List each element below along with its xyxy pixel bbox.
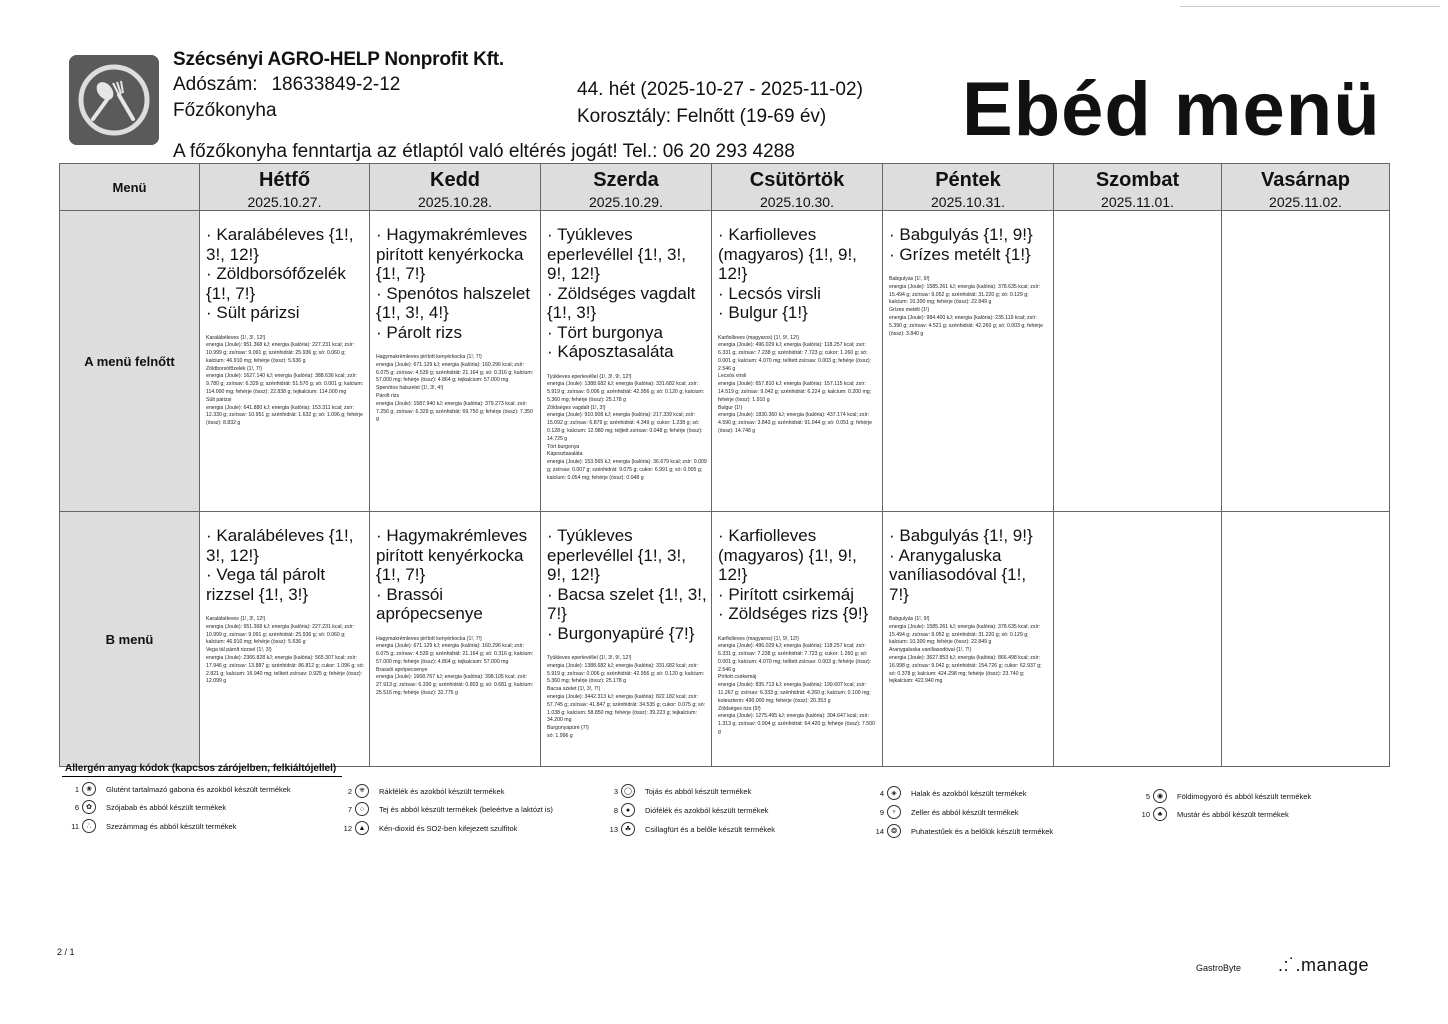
celery-icon: ♆ xyxy=(887,805,901,819)
allergen-num: 9 xyxy=(879,807,884,817)
deviation-notice: A főzőkonyha fenntartja az étlaptól való eltérés jogát! Tel.: 06 20 293 4288 xyxy=(173,141,795,162)
allergen-item xyxy=(596,822,775,836)
allergen-title-underline xyxy=(62,776,342,777)
spoon-fork-icon xyxy=(69,55,159,145)
allergen-text: Szezámmag és abból készült termékek xyxy=(106,821,237,831)
menu-cell xyxy=(370,512,541,767)
nutrition-info: Hagymakrémleves pirított kenyérkocka {1!, 7!} energia (Joule): 671.129 kJ; energia (kalória): 160.296 kcal; zsír: 6.075 g; zsírsav: 4.539 g; szénhidrát: 21.164 g; só: 0.316 g; kalcium: 57.000 mg; fehérje (össz): 4.864 g; tejkalcium: 57.000 mg Spenótos halszelet {1!, 3!, 4!} Párolt rizs energia (Joule): 1587.940 kJ; energia (kalória): 379.273 kcal; zsír: 7.256 g; zsírsav: 6.329 g; szénhidrát: 69.750 g; fehérje (össz): 7.350 g xyxy=(376,354,534,423)
dots-icon: .:˙. xyxy=(1278,955,1301,975)
allergen-item xyxy=(596,803,768,817)
allergen-text: Tojás és abból készült termékek xyxy=(645,786,752,796)
milk-icon: ○ xyxy=(355,802,369,816)
day-name: Szombat xyxy=(1095,169,1180,191)
allergen-item xyxy=(330,821,517,835)
day-name: Vasárnap xyxy=(1261,169,1350,191)
dish-list: · Hagymakrémleves pirított kenyérkocka {1!, 7!} · Brassói aprópecsenye xyxy=(376,526,528,623)
tax-number xyxy=(173,74,400,96)
day-date: 2025.10.28. xyxy=(418,194,492,210)
allergen-item xyxy=(1128,807,1289,821)
page-number: 2 / 1 xyxy=(57,947,75,957)
nutrition-info: Karfiolleves (magyaros) {1!, 9!, 12!} energia (Joule): 496.029 kJ; energia (kalória): 118.257 kcal; zsír: 6.331 g; zsírsav: 7.238 g; szénhidrát: 7.723 g; cukor: 1.260 g; só: 0.001 g; kalcium: 4.070 mg; telített zsírsav: 0.003 g; fehérje (össz): 2.546 g Pirított csirkemáj energia (Joule): 835.713 kJ; energia (kalória): 199.607 kcal; zsír: 11.267 g; zsírsav: 6.333 g; szénhidrát: 4.260 g; kalcium: 0.100 mg; koleszterin: 490.000 mg; fehérje (össz): 20.353 g Zöldséges rizs {9!} energia (Joule): 1275.495 kJ; energia (kalória): 304.647 kcal; zsír: 1.313 g; zsírsav: 0.904 g; szénhidrát: 64.420 g; fehérje (össz): 7.500 g xyxy=(718,635,875,736)
day-date: 2025.10.30. xyxy=(760,194,834,210)
menu-cell-empty xyxy=(1222,211,1390,512)
allergen-item xyxy=(57,800,226,814)
menu-cell-empty xyxy=(1054,211,1222,512)
soy-icon: ✿ xyxy=(82,800,96,814)
allergen-text: Kén-dioxid és SO2-ben kifejezett szulfitok xyxy=(379,823,518,833)
allergen-num: 1 xyxy=(74,784,79,794)
day-header-friday xyxy=(883,164,1054,211)
menu-cell xyxy=(712,211,883,512)
allergen-item xyxy=(330,784,504,798)
page-title: Ebéd menü xyxy=(962,67,1381,152)
egg-icon: ◯ xyxy=(621,784,635,798)
header-row xyxy=(60,164,1390,211)
dish-list: · Tyúkleves eperlevéllel {1!, 3!, 9!, 12!} · Zöldséges vagdalt {1!, 3!} · Tört burgonya · Káposztasaláta xyxy=(547,225,696,361)
menu-cell xyxy=(541,211,712,512)
nutrition-info: Babgulyás {1!, 9!} energia (Joule): 1585.261 kJ; energia (kalória): 378.635 kcal; zsír: 15.494 g; zsírsav: 9.052 g; szénhidrát: 31.220 g; só: 0.129 g; kalcium: 10.300 mg; fehérje (össz): 22.849 g Grízes metélt {1!} energia (Joule): 984.400 kJ; energia (kalória): 235.119 kcal; zsír: 5.390 g; zsírsav: 4.521 g; szénhidrát: 42.260 g; só: 0.003 g; fehérje (össz): 3.840 g xyxy=(889,276,1043,337)
day-date: 2025.10.31. xyxy=(931,194,1005,210)
allergen-item xyxy=(57,819,236,833)
allergen-text: Mustár és abból készült termékek xyxy=(1177,809,1289,819)
kitchen-name: Főzőkonyha xyxy=(173,100,277,121)
allergen-num: 10 xyxy=(1141,809,1150,819)
day-header-wednesday xyxy=(541,164,712,211)
allergen-text: Zeller és abból készült termékek xyxy=(911,807,1019,817)
peanut-icon: ◉ xyxy=(1153,789,1167,803)
allergen-item xyxy=(862,824,1053,838)
allergen-num: 12 xyxy=(343,823,352,833)
allergen-num: 3 xyxy=(613,786,618,796)
software-name: GastroByte xyxy=(1196,963,1242,973)
nutrition-info: Karalábéleves {1!, 3!, 12!} energia (Joule): 951.368 kJ; energia (kalória): 227.231 kcal; zsír: 10.999 g; zsírsav: 9.091 g; szénhidrát: 25.936 g; só: 0.060 g; kalcium: 46.910 mg; fehérje (össz): 5.636 g Zöldborsófőzelék {1!, 7!} energia (Joule): 1627.140 kJ; energia (kalória): 388.636 kcal; zsír: 9.780 g; zsírsav: 6.329 g; szénhidrát: 51.570 g; só: 0.001 g; kalcium: 114.000 mg; fehérje (össz): 22.838 g; tejkalcium: 114.000 mg Sült párizsi energia (Joule): 641.880 kJ; energia (kalória): 153.311 kcal; zsír: 12.330 g; zsírsav: 10.951 g; szénhidrát: 1.632 g; só: 1.096 g; fehérje (össz): 8.832 g xyxy=(206,334,364,427)
nutrition-info: Karalábéleves {1!, 3!, 12!} energia (Joule): 951.368 kJ; energia (kalória): 227.231 kcal; zsír: 10.999 g; zsírsav: 9.091 g; szénhidrát: 25.936 g; só: 0.060 g; kalcium: 46.910 mg; fehérje (össz): 5.636 g Vega tál párolt rizzsel {1!, 3!} energia (Joule): 2366.828 kJ; energia (kalória): 565.307 kcal; zsír: 17.946 g; zsírsav: 13.887 g; szénhidrát: 86.812 g; cukor: 1.096 g; só: 2.821 g; kalcium: 16.940 mg; telített zsírsav: 0.925 g; fehérje (össz): 12.099 g xyxy=(206,616,365,685)
allergen-num: 8 xyxy=(613,805,618,815)
allergen-text: Tej és abból készült termékek (beleértve a laktózt is) xyxy=(379,804,553,814)
dish-list: · Hagymakrémleves pirított kenyérkocka {1!, 7!} · Spenótos halszelet {1!, 3!, 4!} · Párolt rizs xyxy=(376,225,531,342)
row-label: A menü felnőtt xyxy=(60,211,200,512)
lupin-icon: ☘ xyxy=(621,822,635,836)
menu-table xyxy=(59,163,1390,767)
allergen-item xyxy=(862,786,1026,800)
dish-list: · Babgulyás {1!, 9!} · Aranygaluska vaníliasodóval {1!, 7!} xyxy=(889,526,1033,604)
nutrition-info: Tyúkleves eperlevéllel {1!, 3!, 9!, 12!} energia (Joule): 1388.682 kJ; energia (kalória): 331.682 kcal; zsír: 5.919 g; zsírsav: 0.006 g; szénhidrát: 42.956 g; só: 0.120 g; kalcium: 5.360 mg; fehérje (össz): 25.178 g Bacsa szelet {1!, 3!, 7!} energia (Joule): 3442.313 kJ; energia (kalória): 822.182 kcal; zsír: 57.745 g; zsírsav: 41.847 g; szénhidrát: 34.535 g; cukor: 0.075 g; só: 1.038 g; kalcium: 58.850 mg; fehérje (össz): 39.223 g; tejkalcium: 34.200 mg Burgonyapüré {7!} só: 1.996 g xyxy=(547,655,706,739)
day-name: Szerda xyxy=(593,169,659,191)
menu-cell-empty xyxy=(1222,512,1390,767)
menu-cell-empty xyxy=(1054,512,1222,767)
allergen-text: Rákfélék és azokból készült termékek xyxy=(379,786,505,796)
day-name: Kedd xyxy=(430,169,480,191)
allergen-item xyxy=(862,805,1019,819)
dish-list: · Babgulyás {1!, 9!} · Grízes metélt {1!} xyxy=(889,225,1033,264)
sesame-icon: ∴ xyxy=(82,819,96,833)
nut-icon: ● xyxy=(621,803,635,817)
day-date: 2025.11.02. xyxy=(1269,194,1342,210)
nutrition-info: Tyúkleves eperlevéllel {1!, 3!, 9!, 12!} energia (Joule): 1388.682 kJ; energia (kalória): 331.682 kcal; zsír: 5.919 g; zsírsav: 0.006 g; szénhidrát: 42.956 g; só: 0.120 g; kalcium: 5.360 mg; fehérje (össz): 25.178 g Zöldséges vagdalt {1!, 3!} energia (Joule): 910.908 kJ; energia (kalória): 217.339 kcal; zsír: 15.092 g; zsírsav: 6.879 g; szénhidrát: 4.349 g; cukor: 1.238 g; só: 0.128 g; kalcium: 12.980 mg; teljtelt zsírsav: 0.048 g; fehérje (össz): 14.725 g Tört burgonya Káposztasaláta energia (Joule): 153.565 kJ; energia (kalória): 36.679 kcal; zsír: 0.009 g; zsírsav: 0.007 g; szénhidrát: 9.075 g; cukor: 6.991 g; só: 0.005 g; kalcium: 0.054 mg; fehérje (össz): 0.048 g xyxy=(547,373,707,481)
dish-list: · Tyúkleves eperlevéllel {1!, 3!, 9!, 12!} · Bacsa szelet {1!, 3!, 7!} · Burgonyapüré {7!} xyxy=(547,526,707,643)
allergen-num: 11 xyxy=(71,821,79,831)
day-header-monday xyxy=(200,164,370,211)
mollusc-icon: ❂ xyxy=(887,824,901,838)
menu-cell xyxy=(370,211,541,512)
allergen-num: 4 xyxy=(879,788,884,798)
allergen-num: 14 xyxy=(875,826,884,836)
tax-value: 18633849-2-12 xyxy=(271,74,401,95)
allergen-num: 6 xyxy=(74,802,79,812)
menu-cell xyxy=(200,512,370,767)
day-header-saturday xyxy=(1054,164,1222,211)
company-name: Szécsényi AGRO-HELP Nonprofit Kft. xyxy=(173,49,505,70)
brand-logo xyxy=(1278,955,1369,976)
menu-row-a xyxy=(60,211,1390,512)
allergen-text: Glutént tartalmazó gabona és azokból készült termékek xyxy=(106,784,291,794)
nutrition-info: Hagymakrémleves pirított kenyérkocka {1!, 7!} energia (Joule): 671.129 kJ; energia (kalória): 160.296 kcal; zsír: 6.075 g; zsírsav: 4.539 g; szénhidrát: 21.164 g; só: 0.316 g; kalcium: 57.000 mg; fehérje (össz): 4.864 g; tejkalcium: 57.000 mg Brassói aprópecsenye energia (Joule): 1668.767 kJ; energia (kalória): 398.105 kcal; zsír: 27.913 g; zsírsav: 6.330 g; szénhidrát: 0.803 g; só: 0.681 g; kalcium: 25.516 mg; fehérje (össz): 32.775 g xyxy=(376,635,534,697)
allergen-text: Szójabab és abból készült termékek xyxy=(106,802,227,812)
allergen-text: Halak és azokból készült termékek xyxy=(911,788,1027,798)
allergen-num: 7 xyxy=(347,804,352,814)
dish-list: · Karalábéleves {1!, 3!, 12!} · Zöldborsófőzelék {1!, 7!} · Sült párizsi xyxy=(206,225,354,322)
allergen-item xyxy=(1128,789,1311,803)
day-date: 2025.11.01. xyxy=(1101,194,1174,210)
mustard-icon: ♣ xyxy=(1153,807,1167,821)
allergen-legend-title: Allergén anyag kódok (kapcsos zárójelben, felkiáltójellel) xyxy=(65,763,337,774)
top-divider-line xyxy=(1180,6,1440,7)
nutrition-info: Karfiolleves (magyaros) {1!, 9!, 12!} energia (Joule): 496.029 kJ; energia (kalória): 118.257 kcal; zsír: 6.331 g; zsírsav: 7.238 g; szénhidrát: 7.723 g; cukor: 1.260 g; só: 0.001 g; kalcium: 4.070 mg; telített zsírsav: 0.003 g; fehérje (össz): 2.546 g Lecsós virsli energia (Joule): 657.810 kJ; energia (kalória): 157.115 kcal; zsír: 14.519 g; zsírsav: 9.042 g; szénhidrát: 6.224 g; kalcium: 0.200 mg; fehérje (össz): 1.910 g Bulgur {1!} energia (Joule): 1830.360 kJ; energia (kalória): 437.174 kcal; zsír: 4.590 g; zsírsav: 3.843 g; szénhidrát: 91.044 g; só: 0.051 g; fehérje (össz): 14.748 g xyxy=(718,334,872,435)
week-range: 44. hét (2025-10-27 - 2025-11-02) xyxy=(577,79,863,100)
allergen-text: Földimogyoró és abból készült termékek xyxy=(1177,791,1312,801)
allergen-text: Diófélék és azokból készült termékek xyxy=(645,805,769,815)
allergen-num: 13 xyxy=(609,824,618,834)
menu-cell xyxy=(712,512,883,767)
day-header-sunday xyxy=(1222,164,1390,211)
allergen-item xyxy=(330,802,553,816)
fish-icon: ◈ xyxy=(887,786,901,800)
age-group: Korosztály: Felnőtt (19-69 év) xyxy=(577,106,827,127)
menu-cell xyxy=(541,512,712,767)
dish-list: · Karfiolleves (magyaros) {1!, 9!, 12!} · Lecsós virsli · Bulgur {1!} xyxy=(718,225,857,322)
tax-label: Adószám: xyxy=(173,74,258,95)
menu-cell xyxy=(883,211,1054,512)
day-name: Hétfő xyxy=(258,169,311,191)
allergen-item xyxy=(57,782,291,796)
nutrition-info: Babgulyás {1!, 9!} energia (Joule): 1585.261 kJ; energia (kalória): 378.635 kcal; zsír: 15.494 g; zsírsav: 9.052 g; szénhidrát: 31.220 g; só: 0.129 g; kalcium: 10.300 mg; fehérje (össz): 22.849 g Aranygaluska vaníliasodóval {1!, 7!} energia (Joule): 3627.853 kJ; energia (kalória): 866.498 kcal; zsír: 16.998 g; zsírsav: 9.042 g; szénhidrát: 154.726 g; cukor: 62.937 g; só: 0.378 g; kalcium: 424.298 mg; fehérje (össz): 23.740 g; tejkalcium: 422.940 mg xyxy=(889,616,1042,685)
day-date: 2025.10.27. xyxy=(247,194,322,210)
wheat-icon: ❀ xyxy=(82,782,96,796)
brand-name: manage xyxy=(1301,955,1370,975)
day-date: 2025.10.29. xyxy=(589,194,663,210)
crab-icon: ⎈ xyxy=(355,784,369,798)
row-label: B menü xyxy=(60,512,200,767)
day-name: Csütörtök xyxy=(749,169,845,191)
day-header-thursday xyxy=(712,164,883,211)
menu-cell xyxy=(883,512,1054,767)
day-header-tuesday xyxy=(370,164,541,211)
allergen-item xyxy=(596,784,751,798)
allergen-text: Csillagfürt és a belőle készült termékek xyxy=(645,824,776,834)
menu-column-header: Menü xyxy=(60,164,200,211)
allergen-num: 5 xyxy=(1145,791,1150,801)
allergen-text: Puhatestűek és a belőlük készült termékek xyxy=(911,826,1054,836)
allergen-num: 2 xyxy=(347,786,352,796)
menu-row-b xyxy=(60,512,1390,767)
menu-cell xyxy=(200,211,370,512)
day-name: Péntek xyxy=(935,169,1001,191)
sulphite-icon: ▲ xyxy=(355,821,369,835)
dish-list: · Karfiolleves (magyaros) {1!, 9!, 12!} · Pirított csirkemáj · Zöldséges rizs {9!} xyxy=(718,526,869,623)
dish-list: · Karalábéleves {1!, 3!, 12!} · Vega tál párolt rizzsel {1!, 3!} xyxy=(206,526,354,604)
